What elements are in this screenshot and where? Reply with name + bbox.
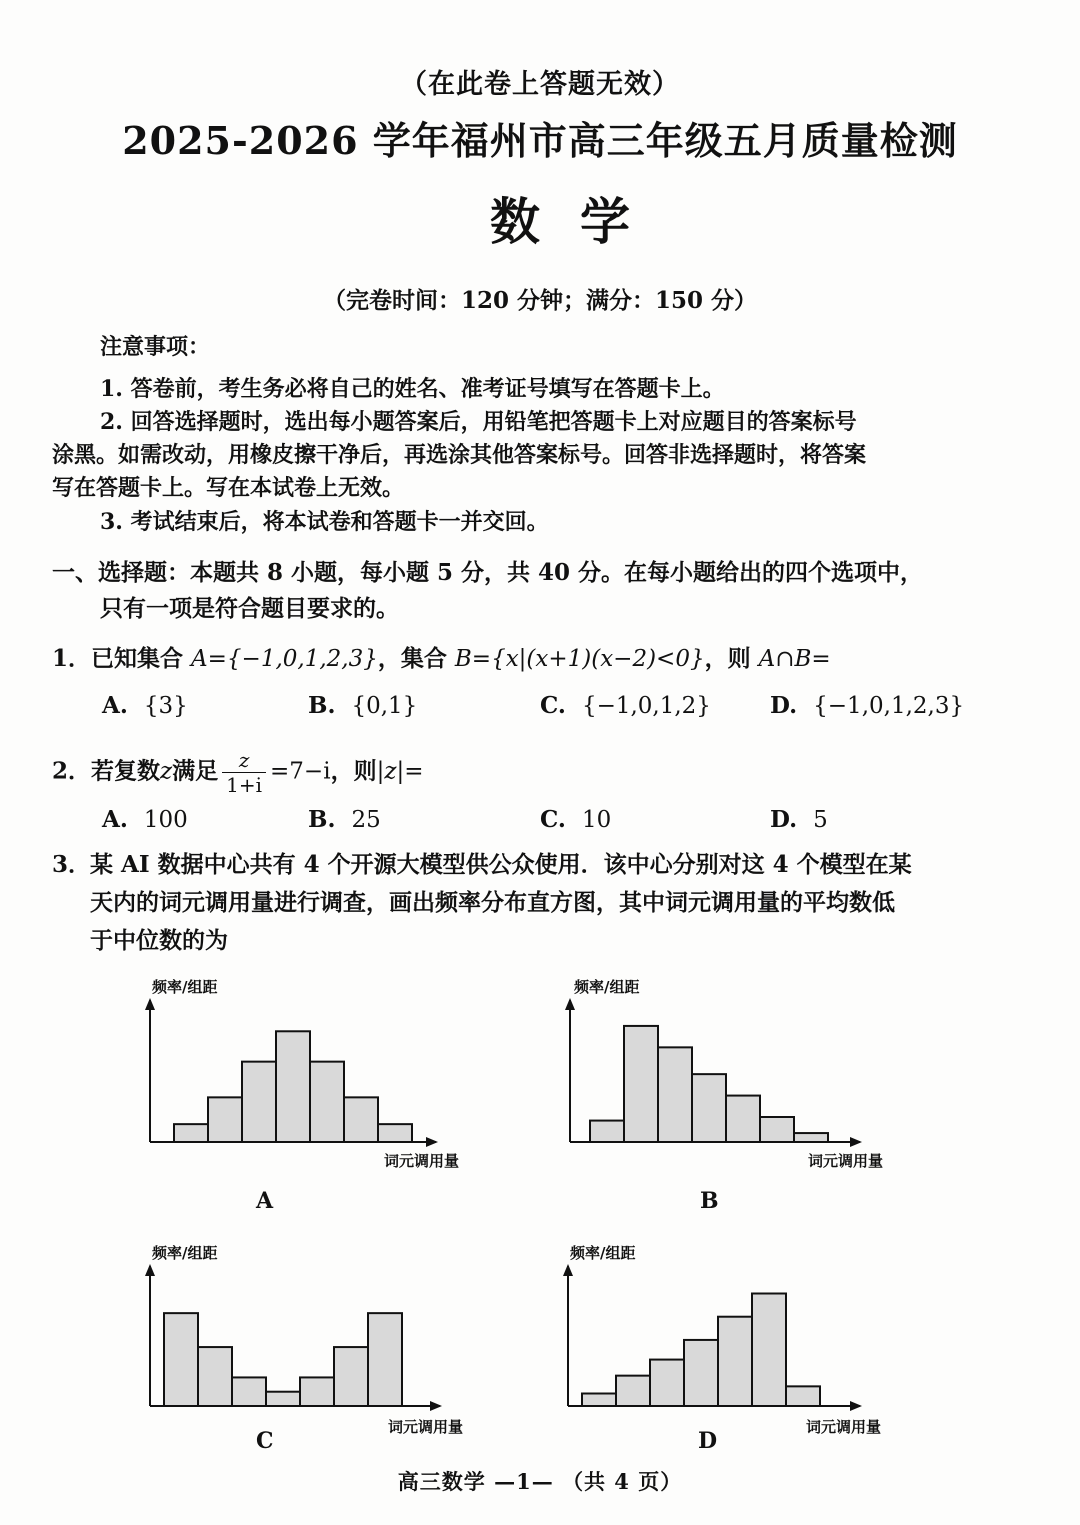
- histogram-b: [560, 970, 905, 1214]
- section-1-heading: 一、选择题：本题共 8 小题，每小题 5 分，共 40 分。在每小题给出的四个选项中，: [52, 559, 924, 586]
- histogram-y-label: 频率/组距: [570, 1244, 636, 1262]
- question-2: [52, 748, 423, 797]
- histogram-bar: [378, 1124, 412, 1142]
- histogram-bar: [266, 1392, 300, 1406]
- histogram-bar: [232, 1377, 266, 1406]
- set-b: B={x|(x+1)(x−2)<0}: [454, 646, 705, 672]
- note-item-2-line-2: 涂黑。如需改动，用橡皮擦干净后，再选涂其他答案标号。回答非选择题时，将答案: [52, 442, 867, 468]
- note-item-3: 3. 考试结束后，将本试卷和答题卡一并交回。: [100, 509, 549, 535]
- question-3-number: 3．: [52, 851, 92, 878]
- histogram-x-label: 词元调用量: [808, 1152, 884, 1170]
- histogram-bar: [786, 1386, 820, 1406]
- histogram-x-label: 词元调用量: [388, 1418, 464, 1436]
- histogram-bar: [590, 1121, 624, 1142]
- time-info: （完卷时间：120 分钟；满分：150 分）: [322, 287, 758, 314]
- histogram-caption: C: [256, 1428, 274, 1454]
- y-axis-arrow-icon: [145, 998, 155, 1010]
- page-footer: 高三数学 —1— （共 4 页）: [397, 1469, 683, 1494]
- histogram-bar: [718, 1317, 752, 1406]
- histogram-y-label: 频率/组距: [574, 978, 640, 996]
- histogram-bar: [684, 1340, 718, 1406]
- question-text: 已知集合: [91, 645, 184, 672]
- histogram-plot: [140, 970, 470, 1170]
- histogram-bar: [368, 1313, 402, 1406]
- histogram-bar: [164, 1313, 198, 1406]
- histogram-bar: [310, 1062, 344, 1142]
- histogram-d: [560, 1236, 905, 1461]
- variable-z: z: [160, 758, 173, 785]
- histogram-y-label: 频率/组距: [152, 1244, 218, 1262]
- question-3-line-1: 某 AI 数据中心共有 4 个开源大模型供公众使用．该中心分别对这 4 个模型在某: [90, 851, 912, 878]
- question-text: 若复数: [91, 757, 161, 785]
- notes-heading: 注意事项：: [100, 334, 211, 360]
- histogram-plot: [560, 1236, 890, 1436]
- histogram-bar: [752, 1294, 786, 1407]
- q1-option-a: A. {3}: [102, 692, 188, 719]
- histogram-bar: [658, 1047, 692, 1142]
- histogram-caption: D: [698, 1428, 718, 1454]
- set-a: A={−1,0,1,2,3}: [191, 646, 378, 672]
- histogram-bar: [276, 1031, 310, 1142]
- q2-option-a: A. 100: [102, 806, 188, 833]
- histogram-bar: [198, 1347, 232, 1406]
- histogram-caption: A: [256, 1188, 274, 1214]
- question-text: ，则: [704, 645, 751, 672]
- x-axis-arrow-icon: [850, 1137, 862, 1147]
- question-text: ，则: [330, 757, 377, 785]
- histogram-a: [140, 970, 480, 1214]
- subject-title: 数学: [490, 192, 670, 251]
- question-text: ，集合: [377, 645, 447, 672]
- histogram-bar: [616, 1376, 650, 1406]
- q1-option-d: D. {−1,0,1,2,3}: [770, 692, 965, 719]
- histogram-x-label: 词元调用量: [806, 1418, 882, 1436]
- note-item-2-line-1: 2. 回答选择题时，选出每小题答案后，用铅笔把答题卡上对应题目的答案标号: [100, 409, 857, 435]
- q2-option-b: B. 25: [308, 806, 381, 833]
- histogram-bar: [760, 1117, 794, 1142]
- invalid-answer-notice: （在此卷上答题无效）: [400, 69, 680, 100]
- q1-option-c: C. {−1,0,1,2}: [540, 692, 711, 719]
- histogram-plot: [560, 970, 890, 1170]
- histogram-bar: [208, 1097, 242, 1142]
- q2-option-d: D. 5: [770, 806, 828, 833]
- histogram-bar: [174, 1124, 208, 1142]
- x-axis-arrow-icon: [850, 1401, 862, 1411]
- histogram-x-label: 词元调用量: [384, 1152, 460, 1170]
- histogram-bar: [242, 1062, 276, 1142]
- q2-option-c: C. 10: [540, 806, 612, 833]
- y-axis-arrow-icon: [145, 1264, 155, 1276]
- question-3-line-2: 天内的词元调用量进行调查，画出频率分布直方图，其中词元调用量的平均数低: [90, 889, 895, 916]
- histogram-plot: [140, 1236, 470, 1436]
- y-axis-arrow-icon: [565, 998, 575, 1010]
- histogram-bar: [794, 1133, 828, 1142]
- note-item-1: 1. 答卷前，考生务必将自己的姓名、准考证号填写在答题卡上。: [100, 376, 725, 402]
- question-number: 1．: [52, 645, 92, 672]
- section-1-heading-cont: 只有一项是符合题目要求的。: [100, 595, 399, 622]
- histogram-c: [140, 1236, 485, 1461]
- histogram-bar: [582, 1394, 616, 1407]
- note-item-2-line-3: 写在答题卡上。写在本试卷上无效。: [52, 475, 405, 501]
- q1-option-b: B. {0,1}: [308, 692, 418, 719]
- question-number: 2．: [52, 757, 92, 785]
- question-3-line-3: 于中位数的为: [90, 927, 228, 954]
- histogram-bar: [624, 1026, 658, 1142]
- fraction-denominator: 1+i: [226, 773, 263, 797]
- equation-rhs: =7−i: [270, 758, 331, 785]
- histogram-caption: B: [700, 1188, 719, 1214]
- fraction-numerator: z: [222, 748, 266, 773]
- exam-title: 2025-2026 学年福州市高三年级五月质量检测: [122, 118, 958, 163]
- question-1: [52, 640, 831, 673]
- question-ask: A∩B=: [758, 646, 831, 672]
- histogram-bar: [334, 1347, 368, 1406]
- x-axis-arrow-icon: [426, 1137, 438, 1147]
- histogram-bar: [300, 1377, 334, 1406]
- y-axis-arrow-icon: [563, 1264, 573, 1276]
- histogram-bar: [726, 1096, 760, 1142]
- histogram-bar: [344, 1097, 378, 1142]
- histogram-y-label: 频率/组距: [152, 978, 218, 996]
- histogram-bar: [650, 1360, 684, 1406]
- fraction: [222, 748, 266, 797]
- x-axis-arrow-icon: [430, 1401, 442, 1411]
- question-ask: |z|=: [376, 758, 424, 785]
- question-text: 满足: [172, 757, 219, 785]
- histogram-bar: [692, 1074, 726, 1142]
